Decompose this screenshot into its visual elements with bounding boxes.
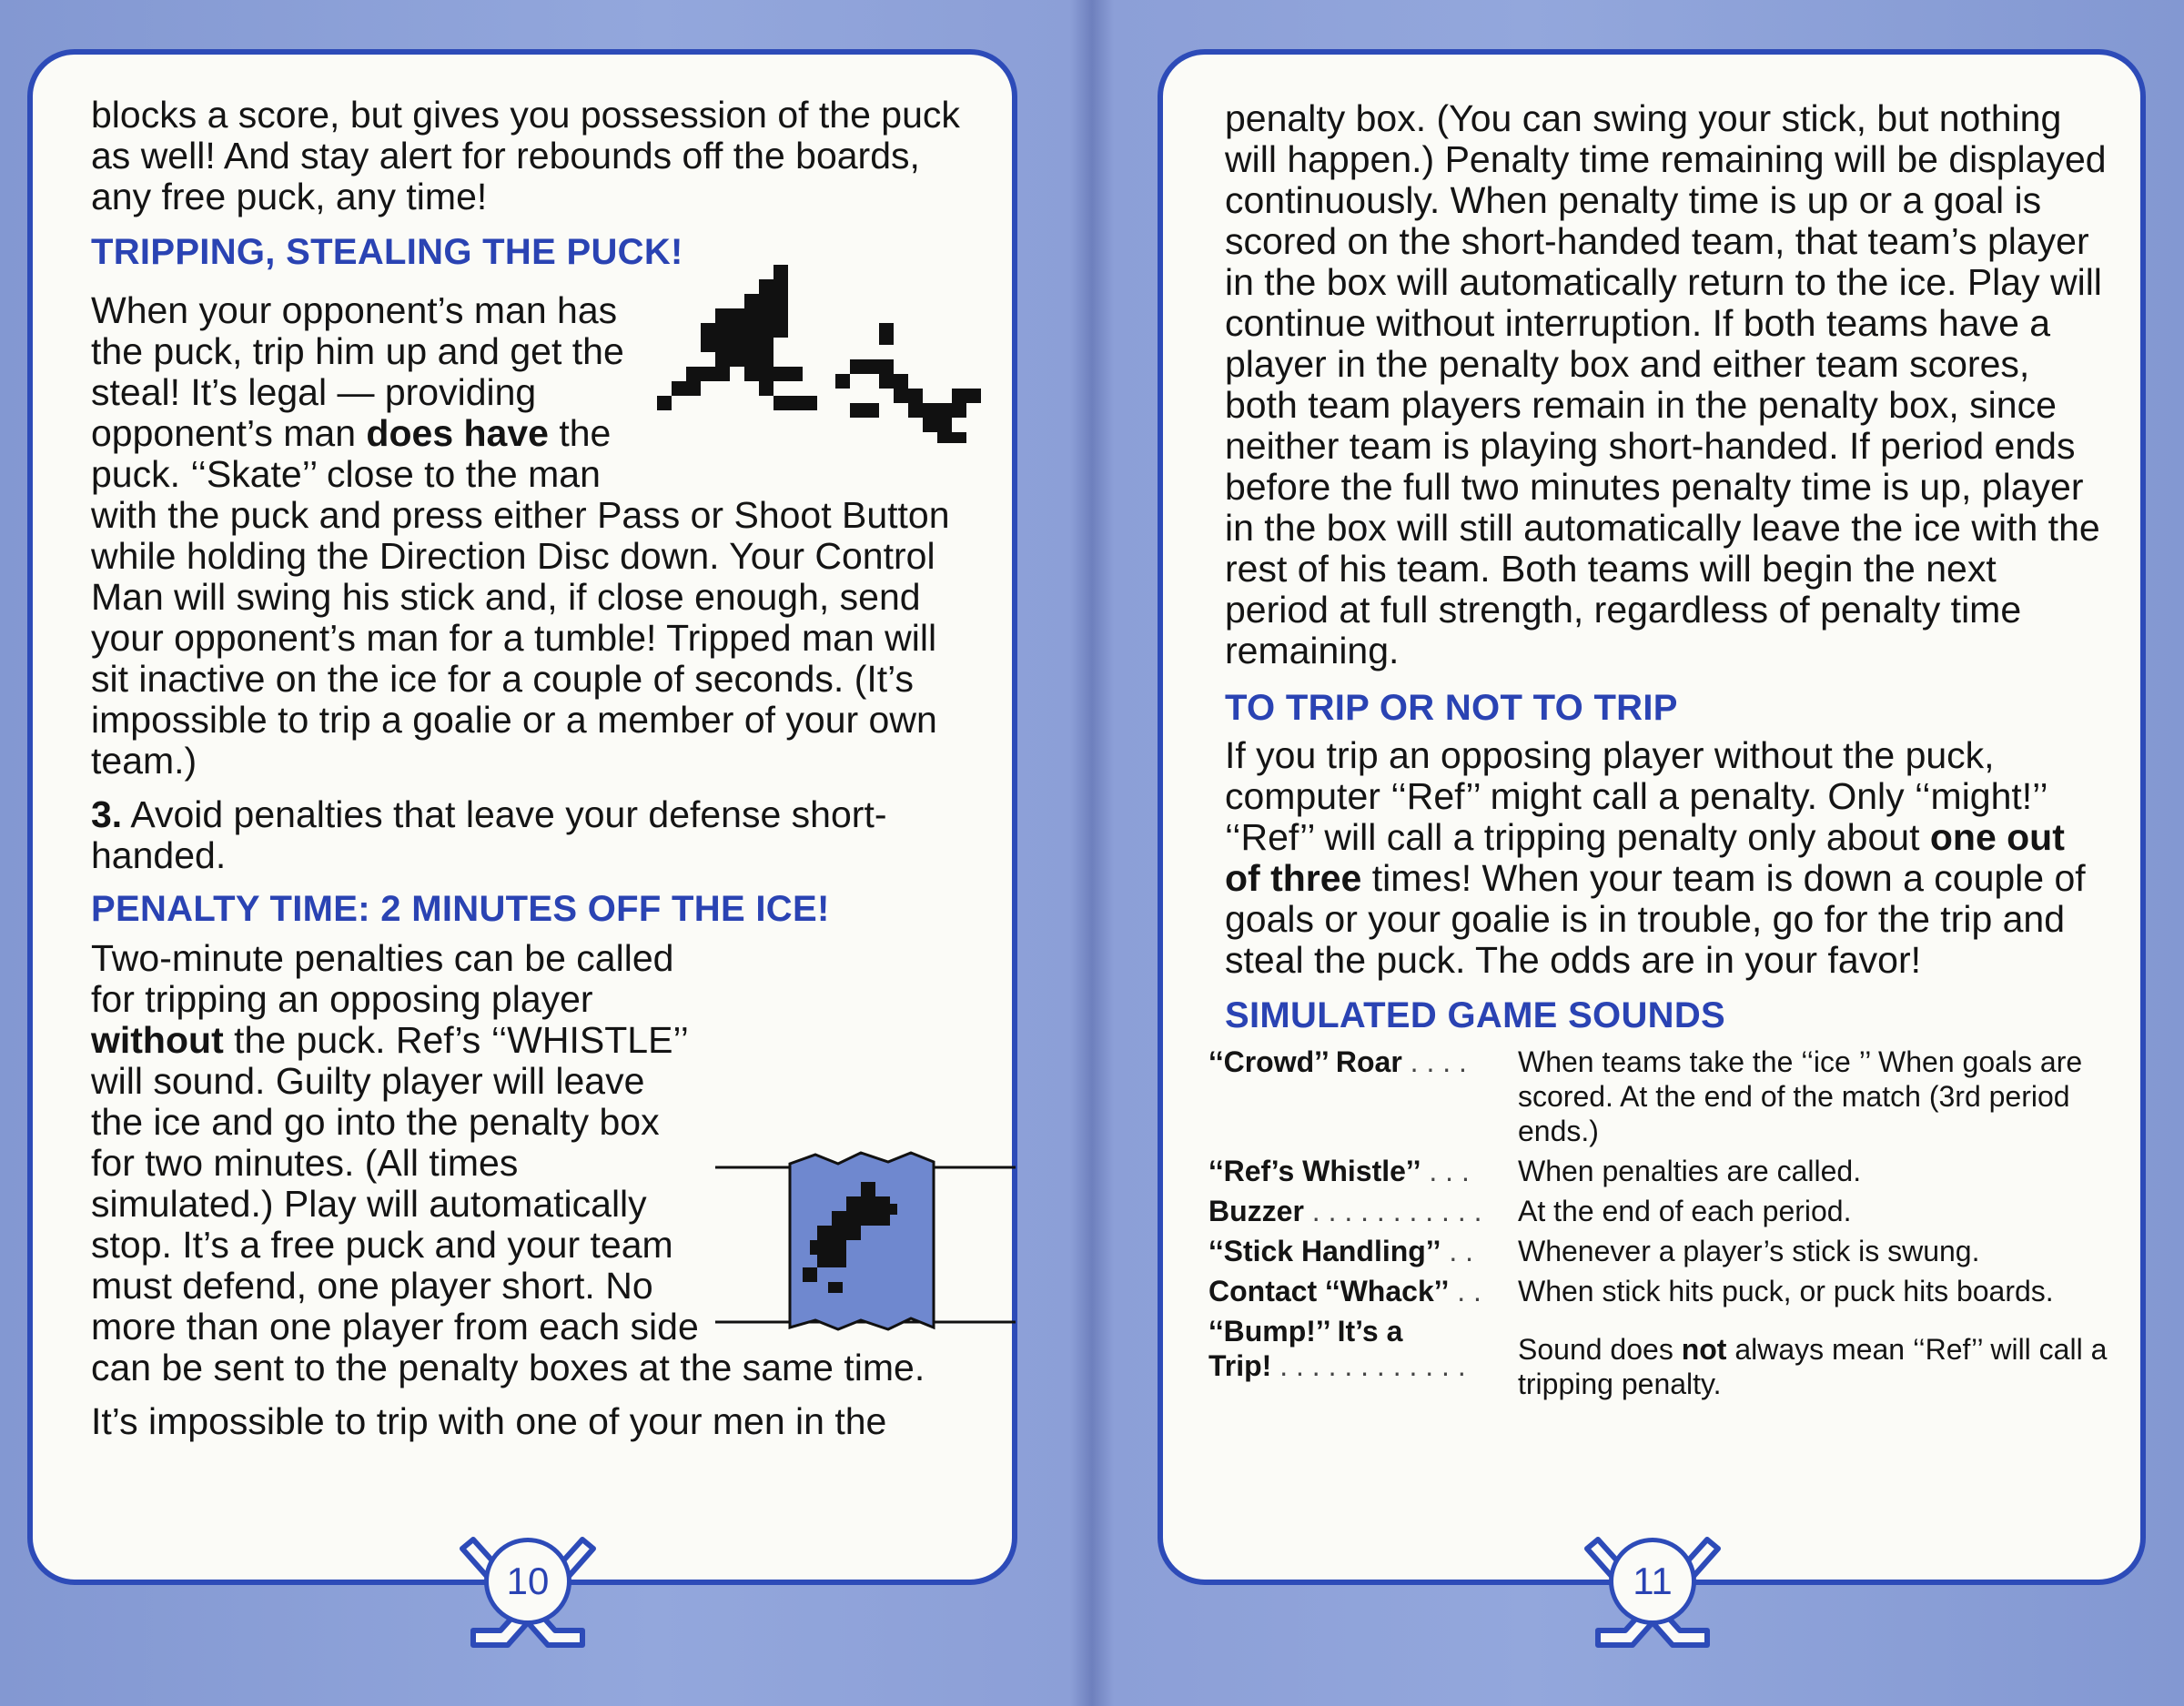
right-para-2-text-b: times! When your team is down a couple of goals or your goalie is in trouble, go for the trip and steal the puck. The odds are in your favor! — [1225, 857, 2086, 981]
sound-name-line-2: Trip! — [1208, 1349, 1272, 1382]
sound-desc-bold: not — [1681, 1333, 1727, 1366]
sound-desc-text-a: Sound does — [1518, 1333, 1682, 1366]
sound-description: Whenever a player’s stick is swung. — [1518, 1235, 1980, 1267]
sounds-table — [1208, 1045, 2118, 1401]
sound-name: ‘‘Ref’s Whistle’’ — [1208, 1155, 1421, 1187]
tripping-players-icon — [657, 265, 1003, 465]
left-page-content — [91, 95, 976, 1442]
page-number: 11 — [1609, 1538, 1696, 1625]
sound-name: Contact ‘‘Whack’’ — [1208, 1275, 1450, 1307]
left-para-3-text-a: Two-minute penalties can be called for tripping an opposing player — [91, 937, 674, 1020]
sound-description: When penalties are called. — [1518, 1155, 1862, 1187]
sound-row — [1208, 1274, 2118, 1308]
sound-row — [1208, 1154, 2118, 1188]
sound-row — [1208, 1194, 2118, 1228]
heading-to-trip: TO TRIP OR NOT TO TRIP — [1225, 688, 1678, 728]
sound-row — [1208, 1045, 2118, 1148]
sound-description: When teams take the ‘‘ice ’’ When goals are scored. At the end of the match (3rd period ends.) — [1518, 1045, 2083, 1147]
page-number-badge-10 — [446, 1530, 610, 1667]
sound-name: ‘‘Crowd’’ Roar — [1208, 1045, 1402, 1078]
left-para-2-text-b: the puck. ‘‘Skate’’ close to the man with the puck and press either Pass or Shoot Button while holding the Direction Disc down. Your Control Man will swing his stick and, if close enough, send your opponent’s man for a tumble! Tripped man will sit inactive on the ice for a couple of seconds. (It’s impossible to trip a goalie or a member of your own team.) — [91, 412, 950, 782]
left-item-3 — [91, 794, 976, 876]
item-3-number: 3. — [91, 793, 123, 835]
sound-dots: . . . — [1421, 1155, 1470, 1187]
sound-dots: . . . . . . . . . . . — [1303, 1195, 1482, 1227]
heading-game-sounds: SIMULATED GAME SOUNDS — [1225, 995, 1726, 1035]
sound-desc-text-b: always mean ‘‘Ref’’ will call a tripping penalty. — [1518, 1333, 2108, 1400]
item-3-text: Avoid penalties that leave your defense short-handed. — [91, 793, 887, 876]
left-para-2-bold: does have — [366, 412, 549, 454]
sound-name-line-1: ‘‘Bump!’’ It’s a — [1208, 1315, 1403, 1348]
sound-name: Buzzer — [1208, 1195, 1304, 1227]
sound-dots: . . . . . . . . . . . . — [1271, 1349, 1466, 1382]
right-para-2 — [1225, 735, 2108, 981]
sound-description — [1518, 1314, 2118, 1401]
left-para-3-bold: without — [91, 1019, 224, 1061]
sound-row — [1208, 1234, 2118, 1268]
left-para-3-text-b: the puck. Ref’s ‘‘WHISTLE’’ will sound. Guilty player will leave the ice and go into the penalty box for two minutes. (All times simulated.) Play will automatically stop. It’s a free puck and your team must defend, one player short. No more than one player from each side can be sent to the penalty boxes at the same time. — [91, 1019, 925, 1388]
sound-description: When stick hits puck, or puck hits boards. — [1518, 1275, 2054, 1307]
sound-row — [1208, 1314, 2118, 1401]
heading-penalty-time: PENALTY TIME: 2 MINUTES OFF THE ICE! — [91, 889, 830, 929]
left-para-4: It’s impossible to trip with one of your men in the — [91, 1400, 887, 1442]
sound-name: ‘‘Stick Handling’’ — [1208, 1235, 1441, 1267]
right-para-1: penalty box. (You can swing your stick, but nothing will happen.) Penalty time remaining will be displayed continuously. When penalty time is up or a goal is scored on the short-handed team, that team’s player in the box will automatically return to the ice. Play will continue without interruption. If both teams have a player in the penalty box and either team scores, both team players remain in the penalty box, since neither team is playing short-handed. If period ends before the full two minutes penalty time is up, player in the box will still automatically leave the ice with the rest of his team. Both teams will begin the next period at full strength, regardless of penalty time remaining. — [1225, 97, 2107, 671]
sound-dots: . . — [1449, 1275, 1481, 1307]
sound-description: At the end of each period. — [1518, 1195, 1852, 1227]
penalty-box-icon — [715, 1149, 1016, 1331]
left-para-1: blocks a score, but gives you possession of the puck as well! And stay alert for rebounds off the boards, any free puck, any time! — [91, 94, 960, 217]
left-page — [27, 49, 1017, 1602]
right-para-2-text-a: If you trip an opposing player without the puck, computer ‘‘Ref’’ might call a penalty. Only ‘‘might!’’ ‘‘Ref’’ will call a tripping penalty only about — [1225, 734, 2048, 858]
sound-dots: . . . . — [1401, 1045, 1467, 1078]
right-page-content — [1208, 97, 2108, 1407]
left-para-2-text-a: When your opponent’s man has the puck, trip him up and get the steal! It’s legal — providing opponent’s man — [91, 289, 624, 454]
sound-dots: . . — [1441, 1235, 1473, 1267]
right-para-2-bold: one out of three — [1225, 816, 2065, 899]
heading-tripping: TRIPPING, STEALING THE PUCK! — [91, 232, 683, 272]
page-number: 10 — [484, 1538, 571, 1625]
right-page — [1158, 49, 2146, 1602]
page-number-badge-11 — [1571, 1530, 1734, 1667]
